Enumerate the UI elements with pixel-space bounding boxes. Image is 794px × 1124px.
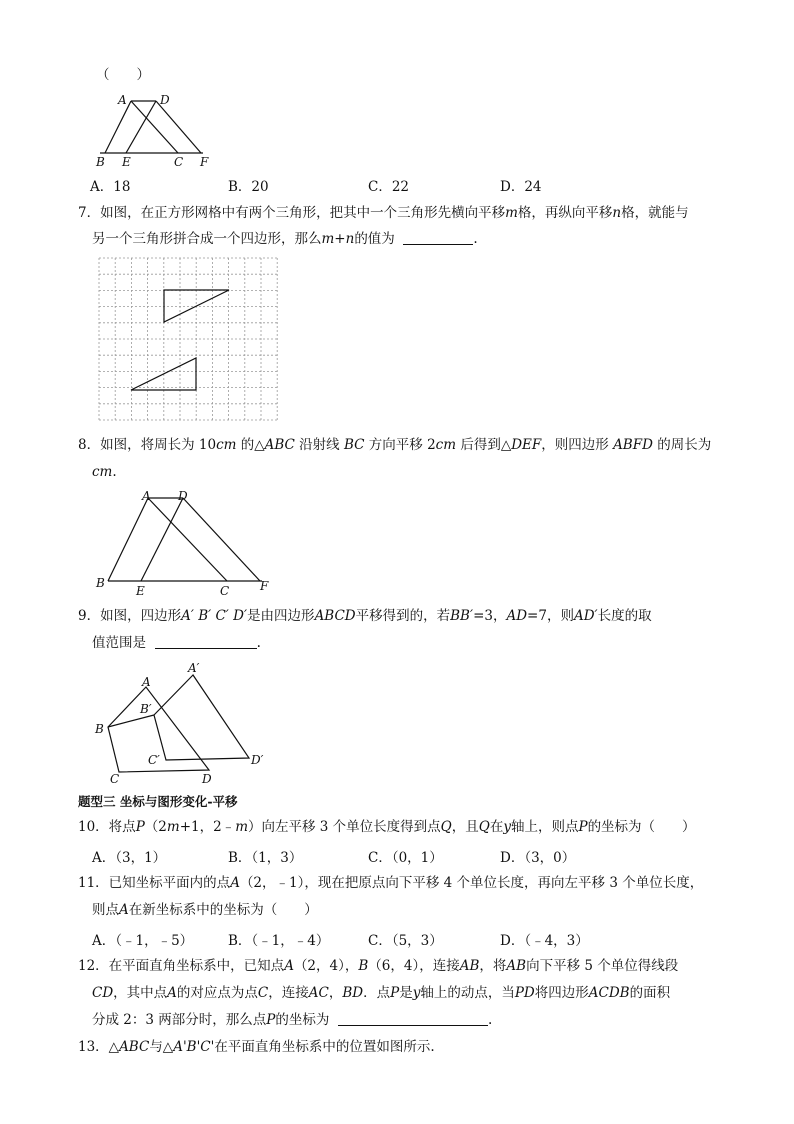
fig9-label-d-prime: D′: [251, 753, 264, 767]
q7-answer-blank[interactable]: [403, 230, 473, 245]
q9-quad-a1b1c1d1: [154, 675, 249, 760]
q12-answer-blank[interactable]: [338, 1011, 488, 1026]
q11-line-2: 则点A在新坐标系中的坐标为（ ）: [92, 902, 318, 918]
q6-option-c: C．22: [368, 179, 410, 195]
q8-line-1: 8．如图，将周长为 10cm 的△ABC 沿射线 BC 方向平移 2cm 后得到△DEF，则四边形 ABFD 的周长为: [78, 437, 712, 453]
fig6-label-b: B: [96, 155, 105, 169]
fig9-label-a-prime: A′: [188, 661, 200, 675]
q11-option-b: B．（﹣1，﹣4）: [228, 933, 330, 949]
figure-q6-translation: [88, 90, 228, 170]
q9-answer-blank[interactable]: [155, 634, 257, 649]
q10-option-c: C．（0，1）: [368, 850, 443, 866]
fig8-label-c: C: [220, 584, 230, 598]
fig9-label-c-prime: C′: [148, 753, 160, 767]
q9-line-2: 值范围是 .: [92, 635, 261, 651]
fig9-label-a: A: [142, 675, 151, 689]
q6-option-d: D．24: [500, 179, 542, 195]
fig6-label-d: D: [160, 93, 170, 107]
q10-line-1: 10．将点P（2m+1，2﹣m）向左平移 3 个单位长度得到点Q，且Q在y轴上，则点P的坐标为（ ）: [78, 819, 696, 835]
figure-q7-grid: [95, 256, 281, 426]
q10-option-a: A．（3，1）: [92, 850, 167, 866]
fig8-label-d: D: [178, 489, 188, 503]
fig8-label-a: A: [142, 489, 151, 503]
fig6-label-e: E: [122, 155, 131, 169]
q7-line-1: 7．如图，在正方形网格中有两个三角形，把其中一个三角形先横向平移m格，再纵向平移n格，就能与: [78, 205, 689, 221]
q11-option-a: A．（﹣1，﹣5）: [92, 933, 194, 949]
fig9-label-b-prime: B′: [140, 702, 152, 716]
fig6-label-a: A: [118, 93, 127, 107]
q11-line-1: 11．已知坐标平面内的点A（2，﹣1），现在把原点向下平移 4 个单位长度，再向左平移 3 个单位长度，: [78, 875, 704, 891]
figure-q9-quadrilaterals: [92, 658, 282, 788]
section-3-title: 题型三 坐标与图形变化-平移: [78, 794, 238, 809]
q12-line-2: CD，其中点A的对应点为点C，连接AC，BD．点P是y轴上的动点，当PD将四边形ACDB的面积: [92, 985, 671, 1001]
fig8-label-f: F: [260, 579, 269, 593]
fig9-label-d: D: [202, 772, 212, 786]
fig6-label-f: F: [200, 155, 209, 169]
fig8-label-e: E: [136, 584, 145, 598]
q10-option-b: B．（1，3）: [228, 850, 303, 866]
q6-option-a: A．18: [90, 179, 131, 195]
q7-line-2: 另一个三角形拼合成一个四边形，那么m+n的值为 .: [92, 231, 478, 247]
q11-option-d: D．（﹣4，3）: [500, 933, 589, 949]
q12-line-1: 12．在平面直角坐标系中，已知点A（2，4），B（6，4），连接AB，将AB向下平移 5 个单位得线段: [78, 958, 679, 974]
fig9-label-b: B: [95, 722, 104, 736]
q12-line-3: 分成 2：3 两部分时，那么点P的坐标为 .: [92, 1012, 493, 1028]
q9-line-1: 9．如图，四边形A′ B′ C′ D′是由四边形ABCD平移得到的，若BB′=3，AD=7，则AD′长度的取: [78, 608, 652, 624]
figure-q8-translation: [90, 486, 280, 596]
q13-line-1: 13．△ABC与△A'B'C'在平面直角坐标系中的位置如图所示.: [78, 1039, 435, 1055]
fig9-label-c: C: [110, 772, 120, 786]
q11-option-c: C．（5，3）: [368, 933, 443, 949]
q8-line-2: cm.: [92, 464, 117, 480]
fig6-label-c: C: [174, 155, 184, 169]
q6-answer-paren: （ ）: [96, 67, 150, 83]
fig8-label-b: B: [96, 576, 105, 590]
q10-option-d: D．（3，0）: [500, 850, 576, 866]
q6-option-b: B．20: [228, 179, 269, 195]
